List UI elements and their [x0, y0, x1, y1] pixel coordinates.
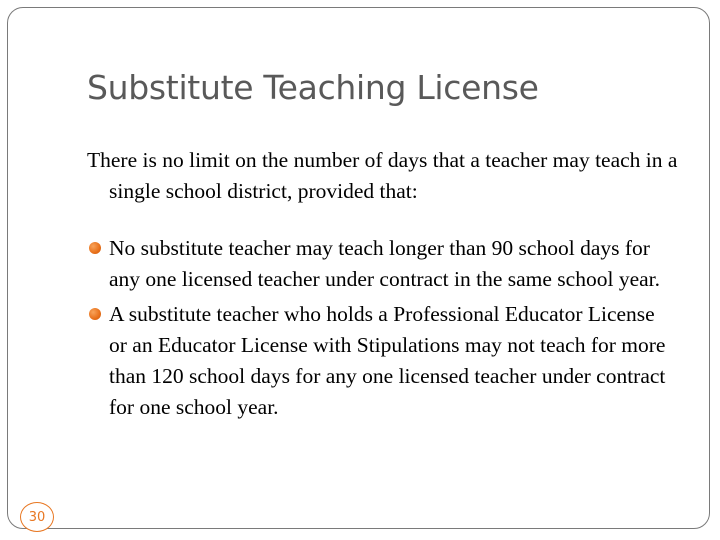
slide-frame [7, 7, 710, 529]
bullet-text: No substitute teacher may teach longer than 90 school days for any one licensed teacher under contract in the same school year. [109, 236, 661, 291]
page-number: 30 [28, 509, 46, 525]
orange-circle-bullet-icon [89, 242, 101, 254]
bullet-list [87, 233, 677, 427]
bullet-item [87, 299, 677, 423]
bullet-text: A substitute teacher who holds a Professional Educator License or an Educator License with Stipulations may not teach for more than 120 school days for any one licensed teacher under contract for one school year. [109, 302, 666, 419]
bullet-item [87, 233, 677, 295]
intro-paragraph: There is no limit on the number of days that a teacher may teach in a single school district, provided that: [87, 148, 678, 203]
slide-title: Substitute Teaching License [87, 68, 539, 107]
page-number-badge [20, 502, 54, 532]
orange-circle-bullet-icon [89, 308, 101, 320]
